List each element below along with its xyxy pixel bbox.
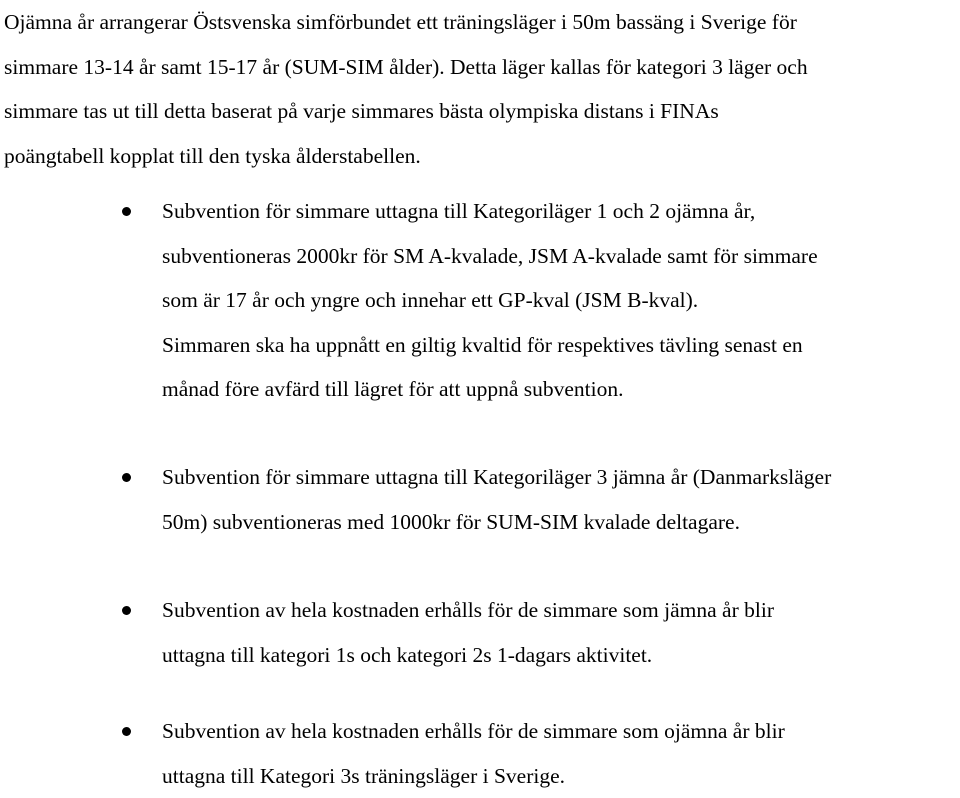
list-item-line: uttagna till kategori 1s och kategori 2s 1-dagars aktivitet.	[162, 633, 952, 678]
bullet-icon	[122, 207, 131, 216]
list-item-line: Subvention för simmare uttagna till Kategoriläger 1 och 2 ojämna år,	[162, 189, 952, 234]
list-item-line: uttagna till Kategori 3s träningsläger i Sverige.	[162, 754, 952, 798]
list-item-line: Subvention av hela kostnaden erhålls för de simmare som jämna år blir	[162, 588, 952, 633]
list-item-text	[162, 588, 952, 677]
list-item-line: Simmaren ska ha uppnått en giltig kvaltid för respektives tävling senast en	[162, 323, 952, 368]
list-item-text	[162, 455, 952, 544]
intro-line: poängtabell kopplat till den tyska ålderstabellen.	[4, 134, 956, 179]
list-item-line: månad före avfärd till lägret för att uppnå subvention.	[162, 367, 952, 412]
bullet-icon	[122, 727, 131, 736]
list-item-line: Subvention för simmare uttagna till Kategoriläger 3 jämna år (Danmarksläger	[162, 455, 952, 500]
list-item-line: som är 17 år och yngre och innehar ett GP-kval (JSM B-kval).	[162, 278, 952, 323]
intro-line: simmare tas ut till detta baserat på varje simmares bästa olympiska distans i FINAs	[4, 89, 956, 134]
list-item-line: 50m) subventioneras med 1000kr för SUM-SIM kvalade deltagare.	[162, 500, 952, 545]
bullet-icon	[122, 606, 131, 615]
intro-paragraph	[4, 0, 956, 178]
bullet-icon	[122, 473, 131, 482]
intro-line: simmare 13-14 år samt 15-17 år (SUM-SIM ålder). Detta läger kallas för kategori 3 läger och	[4, 45, 956, 90]
list-item-text	[162, 709, 952, 798]
list-item-line: subventioneras 2000kr för SM A-kvalade, JSM A-kvalade samt för simmare	[162, 234, 952, 279]
list-item-text	[162, 189, 952, 412]
list-item-line: Subvention av hela kostnaden erhålls för de simmare som ojämna år blir	[162, 709, 952, 754]
intro-line: Ojämna år arrangerar Östsvenska simförbundet ett träningsläger i 50m bassäng i Sverige för	[4, 0, 956, 45]
